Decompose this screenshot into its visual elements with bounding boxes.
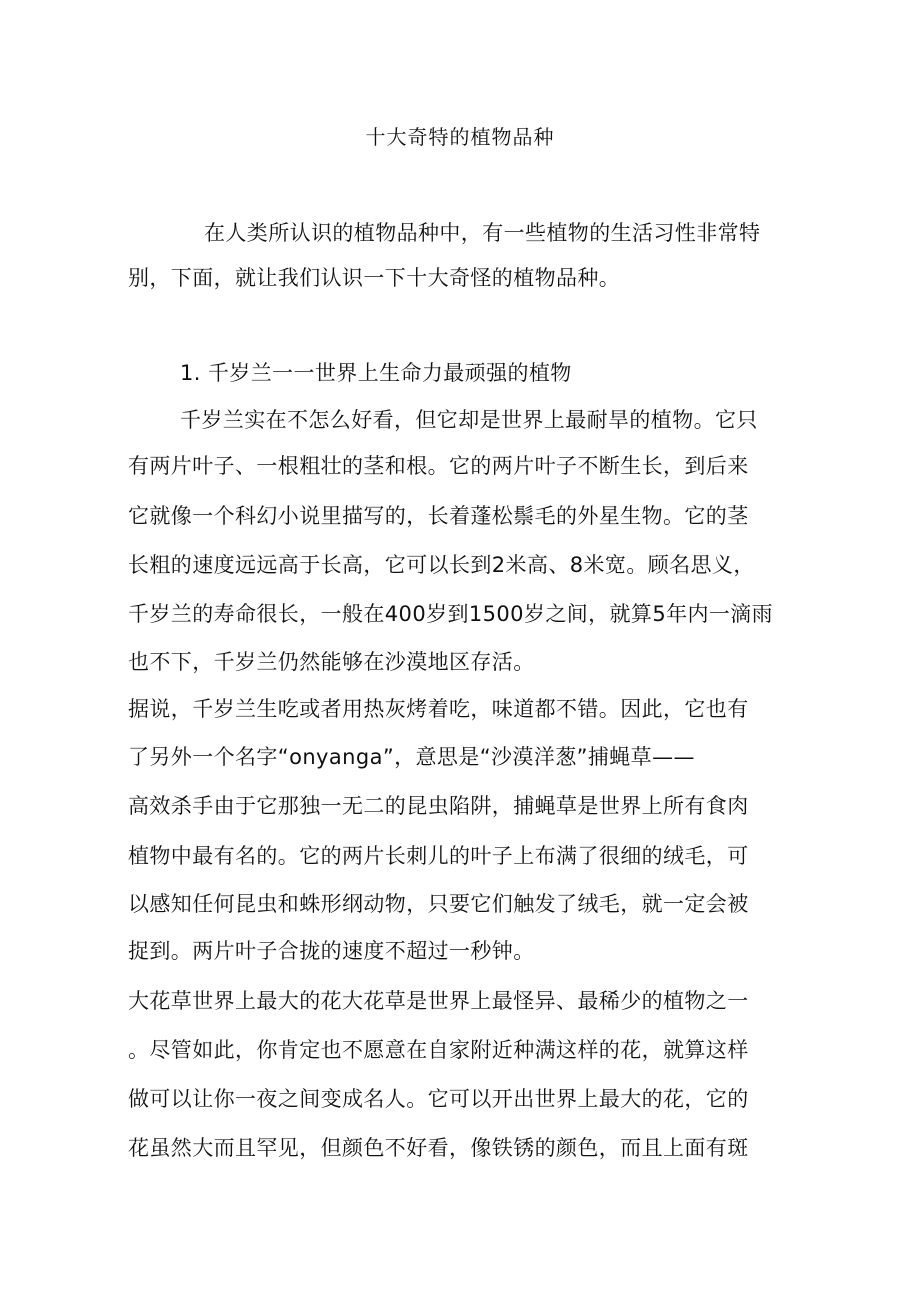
body-line: 以感知任何昆虫和蛛形纲动物，只要它们触发了绒毛，就一定会被 xyxy=(128,892,749,916)
intro-line: 在人类所认识的植物品种中，有一些植物的生活习性非常特 xyxy=(204,221,761,245)
body-line: 千岁兰实在不怎么好看，但它却是世界上最耐旱的植物。它只 xyxy=(180,408,758,432)
body-line: 做可以让你一夜之间变成名人。它可以开出世界上最大的花，它的 xyxy=(128,1087,749,1111)
body-line: 植物中最有名的。它的两片长刺儿的叶子上布满了很细的绒毛，可 xyxy=(128,844,749,868)
body-line: 它就像一个科幻小说里描写的，长着蓬松鬃毛的外星生物。它的茎 xyxy=(128,504,749,528)
body-line: 有两片叶子、一根粗壮的茎和根。它的两片叶子不断生长，到后来 xyxy=(128,454,749,478)
intro-line: 别，下面，就让我们认识一下十大奇怪的植物品种。 xyxy=(128,266,621,290)
body-line: 。尽管如此，你肯定也不愿意在自家附近种满这样的花，就算这样 xyxy=(128,1038,749,1062)
body-line: 据说，千岁兰生吃或者用热灰烤着吃，味道都不错。因此，它也有 xyxy=(128,697,749,721)
body-line: 捉到。两片叶子合拢的速度不超过一秒钟。 xyxy=(128,939,535,963)
body-line: 千岁兰的寿命很长，一般在400岁到1500岁之间，就算5年内一滴雨 xyxy=(128,602,774,626)
body-line: 也不下，千岁兰仍然能够在沙漠地区存活。 xyxy=(128,650,535,674)
body-line: 花虽然大而且罕见，但颜色不好看，像铁锈的颜色，而且上面有斑 xyxy=(128,1136,749,1160)
body-line: 大花草世界上最大的花大花草是世界上最怪异、最稀少的植物之一 xyxy=(128,989,749,1013)
document-title: 十大奇特的植物品种 xyxy=(365,125,555,149)
body-line: 长粗的速度远远高于长高，它可以长到2米高、8米宽。顾名思义， xyxy=(128,553,755,577)
body-line: 了另外一个名字“onyanga”，意思是“沙漠洋葱”捕蝇草—— xyxy=(128,745,695,769)
section-heading: 1. 千岁兰一一世界上生命力最顽强的植物 xyxy=(180,361,572,385)
body-line: 高效杀手由于它那独一无二的昆虫陷阱，捕蝇草是世界上所有食肉 xyxy=(128,794,749,818)
